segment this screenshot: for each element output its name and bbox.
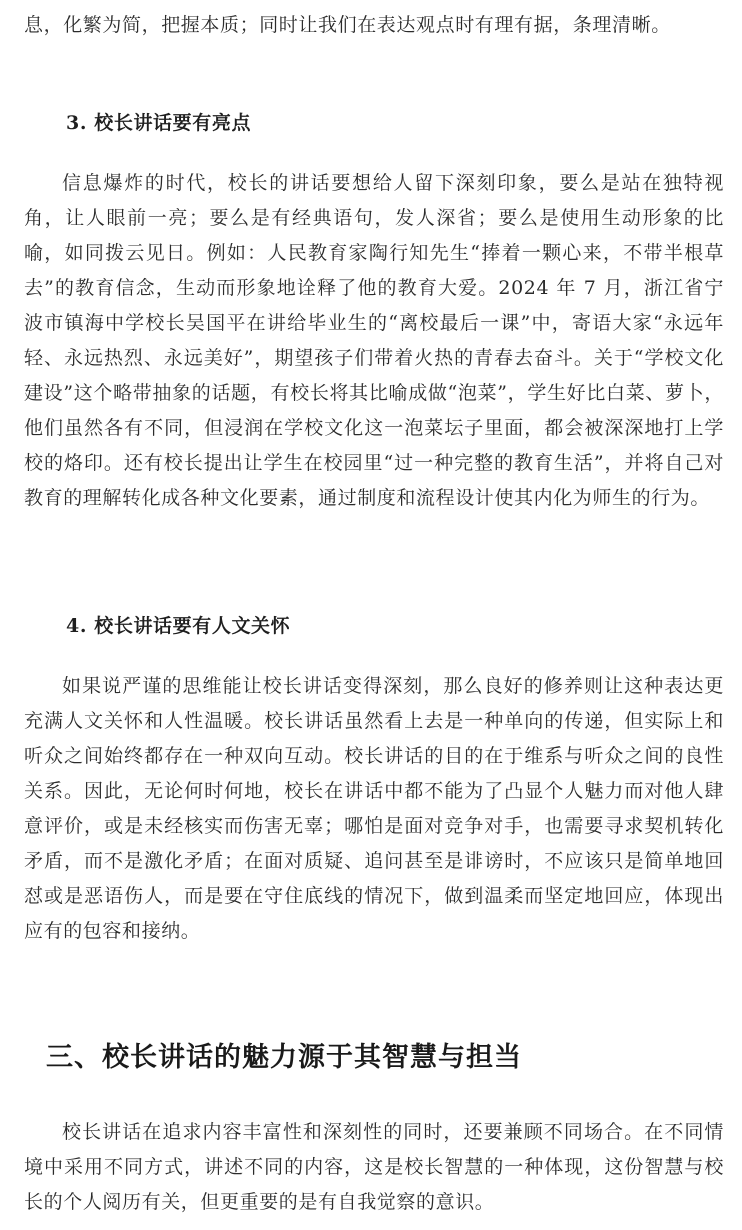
section-3-title: 三、校长讲话的魅力源于其智慧与担当: [46, 1042, 522, 1073]
point-3-heading: 3. 校长讲话要有亮点: [66, 112, 252, 134]
section-3-paragraph: 校长讲话在追求内容丰富性和深刻性的同时，还要兼顾不同场合。在不同情境中采用不同方式，讲述不同的内容，这是校长智慧的一种体现，这份智慧与校长的个人阅历有关，但更重要的是有自我觉察的意识。: [24, 1121, 724, 1213]
intro-paragraph-tail: 息，化繁为简，把握本质；同时让我们在表达观点时有理有据，条理清晰。: [24, 14, 671, 36]
point-3-paragraph: 信息爆炸的时代，校长的讲话要想给人留下深刻印象，要么是站在独特视角，让人眼前一亮；要么是有经典语句，发人深省；要么是使用生动形象的比喻，如同拨云见日。例如：人民教育家陶行知先生“捧着一颗心来，不带半根草去”的教育信念，生动而形象地诠释了他的教育大爱。2024 年 7 月，浙江省宁波市镇海中学校长吴国平在讲给毕业生的“离校最后一课”中，寄语大家“永远年轻、永远热烈、永远美好”，期望孩子们带着火热的青春去奋斗。关于“学校文化建设”这个略带抽象的话题，有校长将其比喻成做“泡菜”，学生好比白菜、萝卜，他们虽然各有不同，但浸润在学校文化这一泡菜坛子里面，都会被深深地打上学校的烙印。还有校长提出让学生在校园里“过一种完整的教育生活”，并将自己对教育的理解转化成各种文化要素，通过制度和流程设计使其内化为师生的行为。: [24, 172, 724, 509]
point-4-paragraph: 如果说严谨的思维能让校长讲话变得深刻，那么良好的修养则让这种表达更充满人文关怀和人性温暖。校长讲话虽然看上去是一种单向的传递，但实际上和听众之间始终都存在一种双向互动。校长讲话的目的在于维系与听众之间的良性关系。因此，无论何时何地，校长在讲话中都不能为了凸显个人魅力而对他人肆意评价，或是未经核实而伤害无辜；哪怕是面对竞争对手，也需要寻求契机转化矛盾，而不是激化矛盾；在面对质疑、追问甚至是诽谤时，不应该只是简单地回怼或是恶语伤人，而是要在守住底线的情况下，做到温柔而坚定地回应，体现出应有的包容和接纳。: [24, 675, 724, 942]
point-4-heading: 4. 校长讲话要有人文关怀: [66, 615, 291, 637]
